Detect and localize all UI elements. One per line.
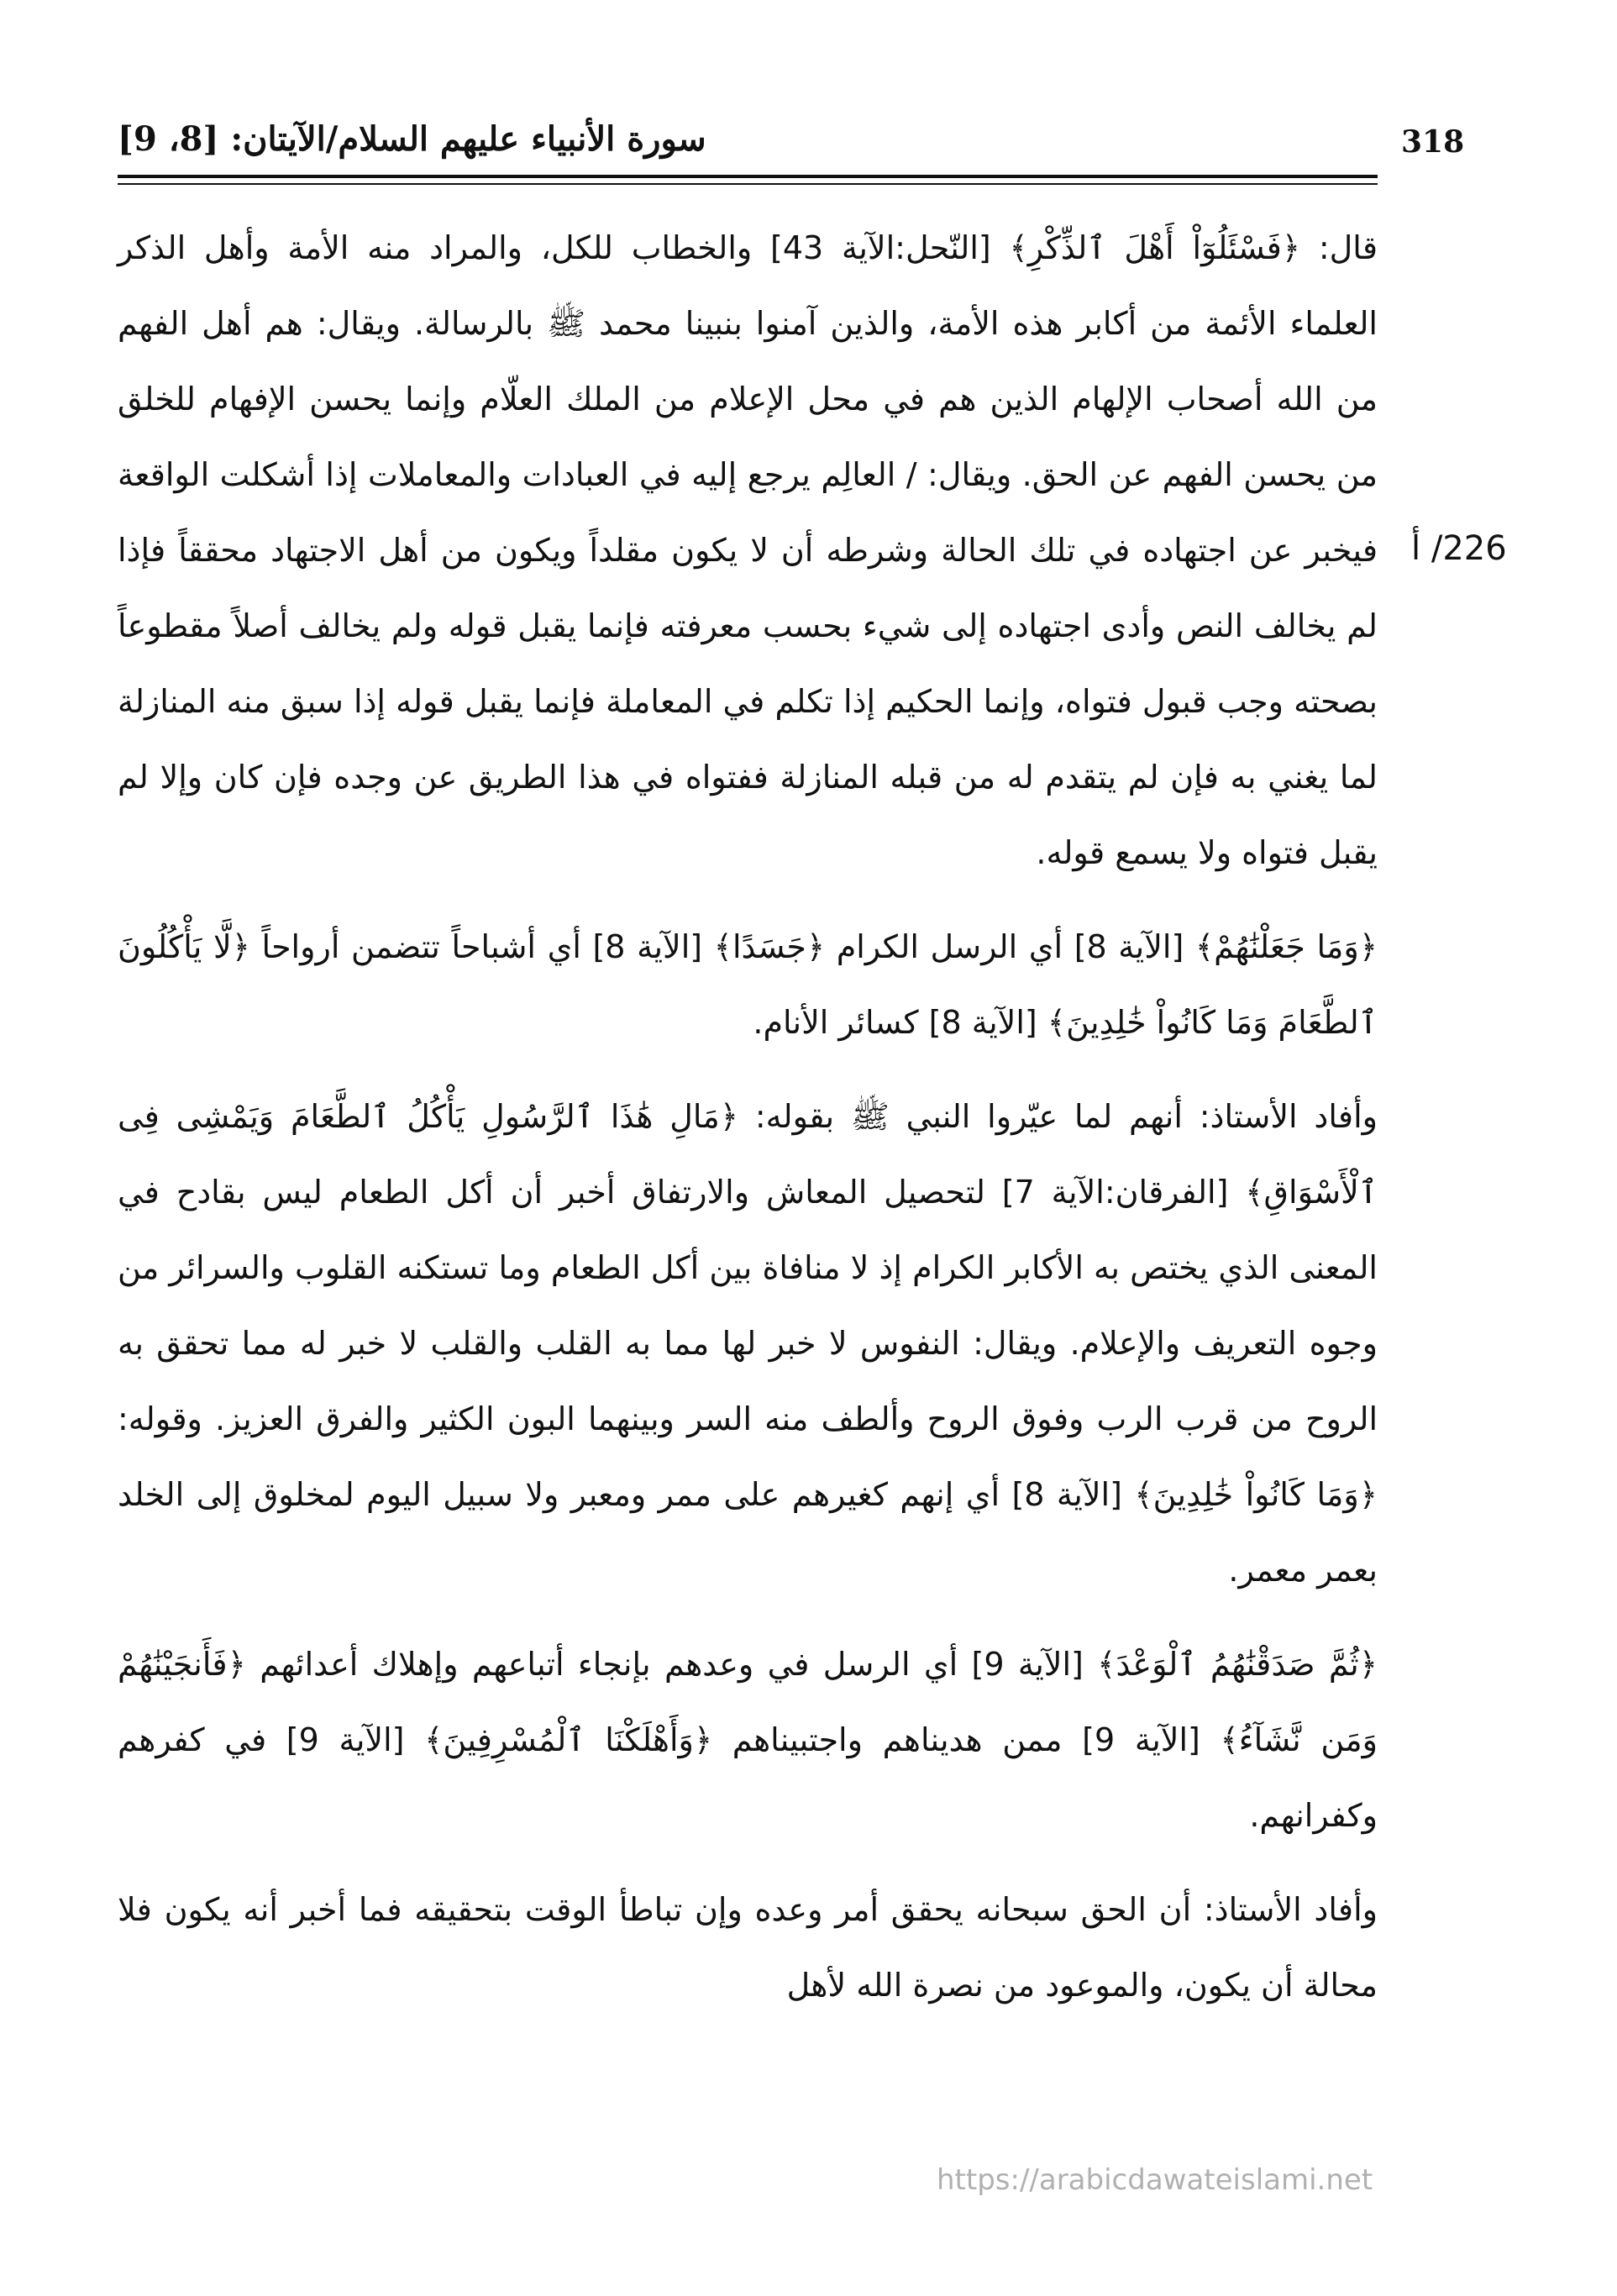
paragraph-verse-9: ﴿ثُمَّ صَدَقْنَٰهُمُ ٱلْوَعْدَ﴾ [الآية 9] أي الرسل في وعدهم بإنجاء أتباعهم وإهلاك أعدائهم ﴿فَأَنجَيْنَٰهُمْ وَمَن نَّشَآءُ﴾ [الآية 9] ممن هديناهم واجتبيناهم ﴿وَأَهْلَكْنَا ٱلْمُسْرِفِينَ﴾ [الآية 9] في كفرهم وكفرانهم. (118, 1646, 1378, 1834)
header-rule-thick (118, 175, 1378, 178)
page-header (118, 119, 1465, 171)
header-rule-thin (118, 183, 1378, 185)
watermark-url: https://arabicdawateislami.net (937, 2163, 1373, 2197)
running-head: سورة الأنبياء عليهم السلام/الآيتان: [8، 9] (118, 119, 706, 159)
paragraph-verse-8: ﴿وَمَا جَعَلْنَٰهُمْ﴾ [الآية 8] أي الرسل الكرام ﴿جَسَدًا﴾ [الآية 8] أي أشباحاً تتضمن أرواحاً ﴿لَّا يَأْكُلُونَ ٱلطَّعَامَ وَمَا كَانُواْ خَٰلِدِينَ﴾ [الآية 8] كسائر الأنام. (118, 928, 1378, 1041)
paragraph-ahl-al-dhikr: قال: ﴿فَسْئَلُوٓاْ أَهْلَ ٱلذِّكْرِ﴾ [النّحل:الآية 43] والخطاب للكل، والمراد منه الأمة وأهل الذكر العلماء الأئمة من أكابر هذه الأمة، والذين آمنوا بنبينا محمد ﷺ بالرسالة. ويقال: هم أهل الفهم من الله أصحاب الإلهام الذين هم في محل الإعلام من الملك العلّام وإنما يحسن الإفهام للخلق من يحسن الفهم عن الحق. ويقال: / العالِم يرجع إليه في العبادات والمعاملات إذا أشكلت الواقعة فيخبر عن اجتهاده في تلك الحالة وشرطه أن لا يكون مقلداً ويكون من أهل الاجتهاد محققاً فإذا لم يخالف النص وأدى اجتهاده إلى شيء بحسب معرفته فإنما يقبل قوله ولم يخالف أصلاً مقطوعاً بصحته وجب قبول فتواه، وإنما الحكيم إذا تكلم في المعاملة فإنما يقبل قوله إذا سبق منه المنازلة لما يغني به فإن لم يتقدم له من قبله المنازلة ففتواه في هذا الطريق عن وجده فإن كان وإلا لم يقبل فتواه ولا يسمع قوله. (118, 229, 1378, 871)
body-text (118, 210, 1378, 2023)
page-number: 318 (1401, 124, 1465, 160)
paragraph-ustadh-verse-8: وأفاد الأستاذ: أنهم لما عيّروا النبي ﷺ بقوله: ﴿مَالِ هَٰذَا ٱلرَّسُولِ يَأْكُلُ ٱلطَّعَامَ وَيَمْشِى فِى ٱلْأَسْوَاقِ﴾ [الفرقان:الآية 7] لتحصيل المعاش والارتفاق أخبر أن أكل الطعام ليس بقادح في المعنى الذي يختص به الأكابر الكرام إذ لا منافاة بين أكل الطعام وما تستكنه القلوب والسرائر من وجوه التعريف والإعلام. ويقال: النفوس لا خبر لها مما به القلب والقلب لا خبر له مما تحقق به الروح من قرب الرب وفوق الروح وألطف منه السر وبينهما البون الكثير والفرق العزيز. وقوله: ﴿وَمَا كَانُواْ خَٰلِدِينَ﴾ [الآية 8] أي إنهم كغيرهم على ممر ومعبر ولا سبيل اليوم لمخلوق إلى الخلد بعمر معمر. (118, 1098, 1378, 1589)
folio-margin-note: 226/ أ (1411, 529, 1507, 568)
paragraph-ustadh-verse-9: وأفاد الأستاذ: أن الحق سبحانه يحقق أمر وعده وإن تباطأ الوقت بتحقيقه فما أخبر أنه يكون فلا محالة أن يكون، والموعود من نصرة الله لأهل (118, 1891, 1378, 2004)
